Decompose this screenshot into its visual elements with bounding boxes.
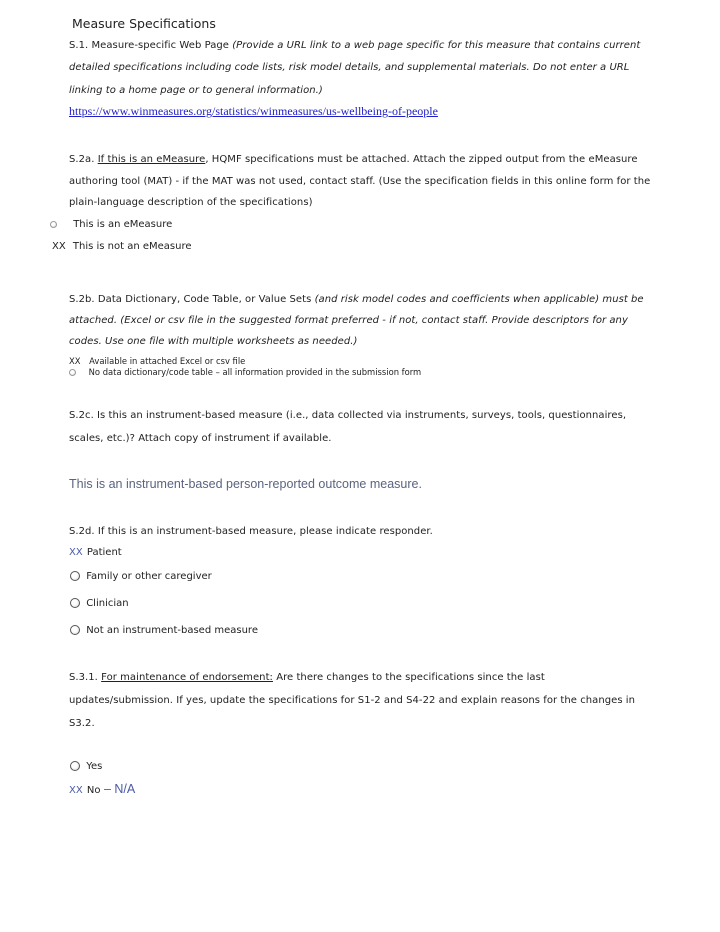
s2a-line2: authoring tool (MAT) - if the MAT was not used, contact staff. (Use the specification fields in this online form for the (69, 176, 651, 187)
radio-empty-icon[interactable] (70, 571, 80, 581)
s2b-option-available[interactable] (69, 356, 245, 366)
s2a-option2-label: This is not an eMeasure (72, 241, 192, 252)
s1-instruction: (Provide a URL link to a web page specific for this measure that contains current (232, 40, 641, 51)
s2a-underlined: If this is an eMeasure (97, 154, 206, 165)
radio-empty-icon[interactable] (70, 598, 80, 608)
radio-empty-icon[interactable] (50, 221, 57, 228)
s2b-line1 (69, 293, 644, 307)
selected-mark: XX (69, 547, 83, 558)
selected-mark: XX (69, 356, 81, 366)
s31-option-yes[interactable] (70, 761, 102, 772)
s2b-option2-label: No data dictionary/code table – all information provided in the submission form (88, 367, 422, 377)
s31-option2-suffix: – N/A (100, 782, 136, 796)
s2a-line3: plain-language description of the specifications) (69, 197, 313, 208)
s31-option2-label: No (86, 785, 101, 796)
s2b-option1-label: Available in attached Excel or csv file (89, 356, 246, 366)
s2d-option2-label: Family or other caregiver (86, 571, 212, 582)
s2d-option-not-instrument[interactable] (70, 625, 258, 636)
s2a-line1 (69, 153, 638, 167)
radio-empty-icon[interactable] (70, 761, 80, 771)
s2b-lead: S.2b. Data Dictionary, Code Table, or Value Sets (69, 294, 315, 305)
s2b-option-none[interactable] (69, 367, 421, 377)
s31-option-no[interactable] (69, 782, 135, 796)
s2a-lead: S.2a. (69, 154, 98, 165)
s2d-option3-label: Clinician (86, 598, 129, 609)
s2b-line3: codes. Use one file with multiple worksheets as needed.) (69, 336, 358, 347)
s31-line2: updates/submission. If yes, update the specifications for S1-2 and S4-22 and explain reasons for the changes in (69, 695, 636, 706)
s31-line1 (69, 671, 545, 685)
s1-lead: S.1. Measure-specific Web Page (69, 40, 233, 51)
s2d-option1-label: Patient (86, 547, 122, 558)
s31-lead: S.3.1. (69, 672, 102, 683)
s2c-line2: scales, etc.)? Attach copy of instrument if available. (69, 433, 332, 444)
selected-mark: XX (52, 241, 66, 252)
s31-line1-rest: Are there changes to the specifications since the last (272, 672, 545, 683)
s31-option1-label: Yes (86, 761, 103, 772)
s2a-option1-label: This is an eMeasure (73, 219, 173, 230)
s31-line3: S3.2. (69, 718, 95, 729)
measure-url-link[interactable] (69, 104, 438, 119)
s2a-line1-rest: , HQMF specifications must be attached. Attach the zipped output from the eMeasure (205, 154, 638, 165)
s2a-option-not-emeasure[interactable] (52, 241, 192, 252)
s2a-option-emeasure[interactable] (50, 219, 172, 230)
selected-mark: XX (69, 785, 83, 796)
s2d-option4-label: Not an instrument-based measure (86, 625, 258, 636)
s2d-option-caregiver[interactable] (70, 571, 212, 582)
page-title: Measure Specifications (72, 16, 216, 31)
s1-line1 (69, 39, 640, 53)
s2d-question: S.2d. If this is an instrument-based measure, please indicate responder. (69, 526, 433, 537)
s2d-option-clinician[interactable] (70, 598, 129, 609)
radio-empty-icon[interactable] (69, 369, 76, 376)
radio-empty-icon[interactable] (70, 625, 80, 635)
s2c-answer: This is an instrument-based person-reported outcome measure. (69, 477, 422, 491)
measure-url-text[interactable]: https://www.winmeasures.org/statistics/winmeasures/us-wellbeing-of-people (69, 104, 438, 118)
s2d-option-patient[interactable] (69, 547, 122, 558)
s31-underlined: For maintenance of endorsement: (101, 672, 273, 683)
s2b-line2: attached. (Excel or csv file in the suggested format preferred - if not, contact staff. Provide descriptors for any (69, 315, 628, 326)
s2c-line1: S.2c. Is this an instrument-based measure (i.e., data collected via instruments, surveys, tools, questionnaires, (69, 410, 627, 421)
s2b-instruction: (and risk model codes and coefficients when applicable) must be (314, 294, 644, 305)
s1-line3: linking to a home page or to general information.) (69, 85, 323, 96)
s1-line2: detailed specifications including code lists, risk model details, and supplemental materials. Do not enter a URL (69, 62, 630, 73)
